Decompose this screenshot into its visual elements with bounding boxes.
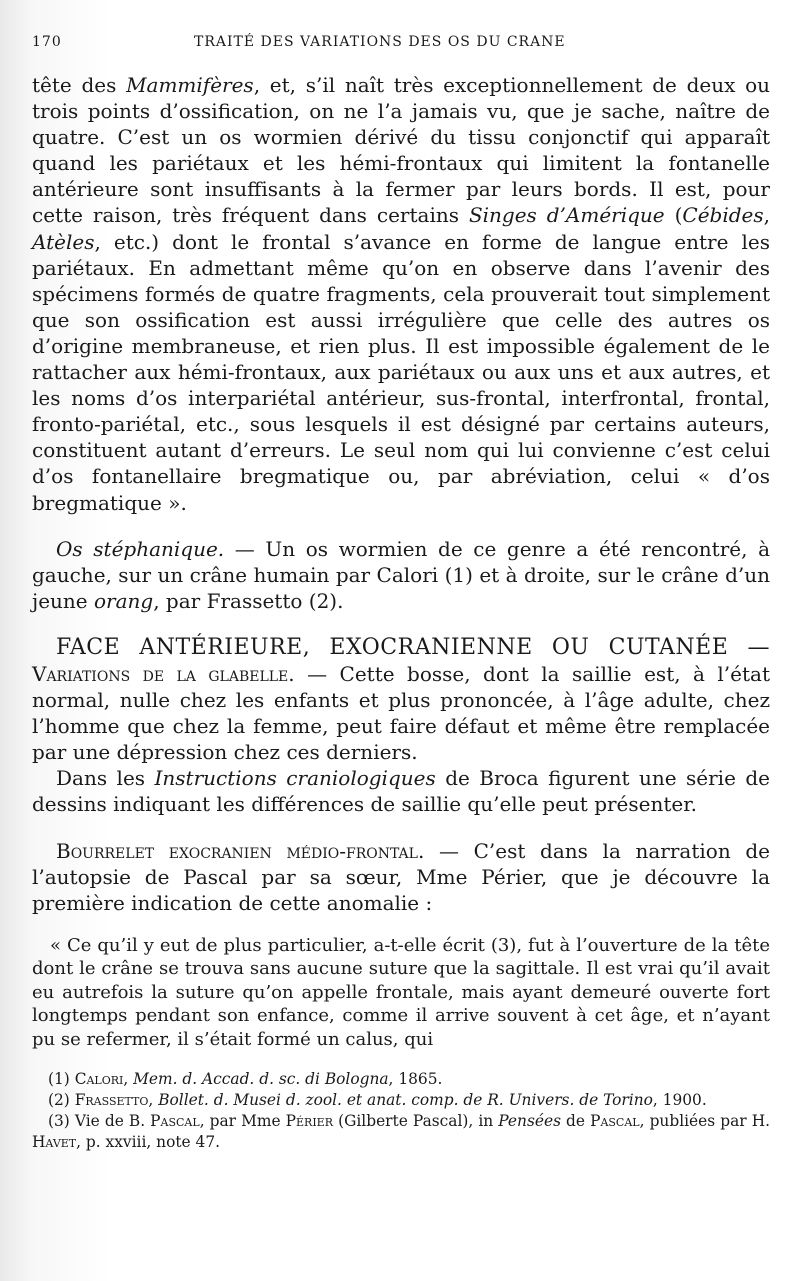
running-title: TRAITÉ DES VARIATIONS DES OS DU CRANE xyxy=(194,34,566,50)
subsection-title: Os stéphanique. xyxy=(56,536,225,561)
page-number: 170 xyxy=(32,34,62,50)
running-head xyxy=(32,30,770,56)
footnotes xyxy=(32,1069,770,1153)
footnote-3: (3) Vie de B. Pascal, par Mme Périer (Gilberte Pascal), in Pensées de Pascal, publiées par H. Havet, p. xxviii, note 47. xyxy=(32,1112,771,1152)
paragraph-os-bregmatique: tête des Mammifères, et, s’il naît très exceptionnellement de deux ou trois points d’ossification, on ne l’a jamais vu, que je sache, naître de quatre. C’est un os wormien dérivé du tissu conjonctif qui apparaît quand les pariétaux et les hémi-frontaux qui limitent la fontanelle antérieure sont insuffisants à la fermer par leurs bords. Il est, pour cette raison, très fréquent dans certains Singes d’Amérique (Cébides, Atèles, etc.) dont le frontal s’avance en forme de langue entre les pariétaux. En admettant même qu’on en observe dans l’avenir des spécimens formés de quatre fragments, cela prouverait tout simplement que son ossification est aussi irrégulière que celle des autres os d’origine membraneuse, et rien plus. Il est impossible également de le rattacher aux hémi-frontaux, aux pariétaux ou aux uns et aux autres, et les noms d’os interpariétal antérieur, sus-frontal, interfrontal, frontal, fronto-pariétal, etc., sous lesquels il est désigné par certains auteurs, constituent autant d’erreurs. Le seul nom qui lui convienne c’est celui d’os fontanellaire bregmatique ou, par abréviation, celui « d’os bregmatique ». xyxy=(32,73,770,515)
section-heading: FACE ANTÉRIEURE, EXOCRANIENNE OU CUTANÉE — xyxy=(56,634,770,660)
footnote-2: (2) Frassetto, Bollet. d. Musei d. zool. et anat. comp. de R. Univers. de Torino, 1900. xyxy=(48,1091,707,1110)
subsection-title: Bourrelet exocranien médio-frontal. xyxy=(56,838,425,863)
paragraph-os-stephanique: Os stéphanique. — Un os wormien de ce genre a été rencontré, à gauche, sur un crâne humain par Calori (1) et à droite, sur le crâne d’un jeune orang, par Frassetto (2). xyxy=(32,536,770,613)
subsection-title: Variations de la glabelle. xyxy=(32,661,295,686)
paragraph-face-anterieure: FACE ANTÉRIEURE, EXOCRANIENNE OU CUTANÉE — Variations de la glabelle. — Cette bosse, dont la saillie est, à l’état normal, nulle chez les enfants et plus prononcée, à l’âge adulte, chez l’homme que chez la femme, peut faire défaut et même être remplacée par une dépression chez ces derniers. xyxy=(32,634,771,765)
quotation xyxy=(32,934,770,1052)
footnote-1: (1) Calori, Mem. d. Accad. d. sc. di Bologna, 1865. xyxy=(48,1070,443,1089)
quotation-text: « Ce qu’il y eut de plus particulier, a-t-elle écrit (3), fut à l’ouverture de la tête dont le crâne se trouva sans aucune suture que la sagittale. Il est vrai qu’il avait eu autrefois la suture qu’on appelle frontale, mais ayant demeuré ouverte fort longtemps pendant son enfance, comme il arrive souvent à cet âge, et n’ayant pu se refermer, il s’était formé un calus, qui xyxy=(32,934,770,1050)
paragraph-instructions: Dans les Instructions craniologiques de Broca figurent une série de dessins indiquant les différences de saillie qu’elle peut présenter. xyxy=(32,766,770,817)
body-text xyxy=(32,72,770,1051)
paragraph-bourrelet: Bourrelet exocranien médio-frontal. — C’est dans la narration de l’autopsie de Pascal par sa sœur, Mme Périer, que je découvre la première indication de cette anomalie : xyxy=(32,838,770,915)
